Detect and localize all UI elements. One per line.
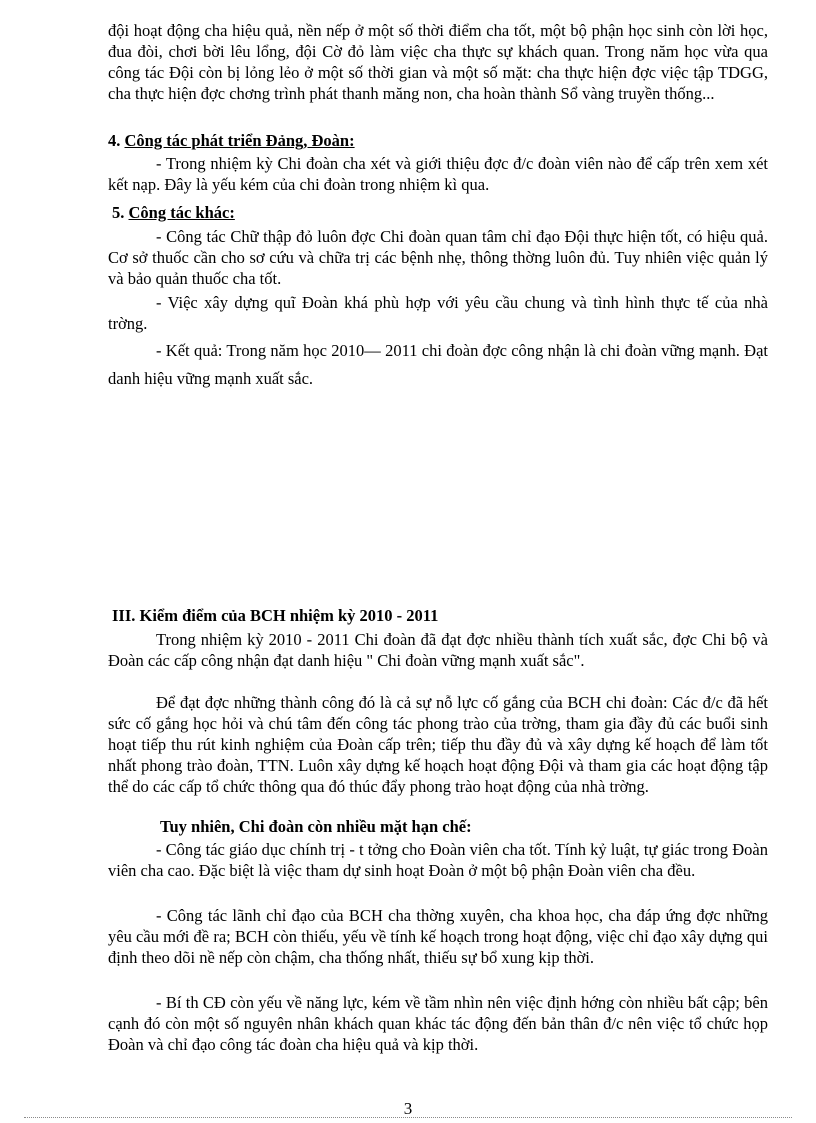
limitation-item-2: - Công tác lãnh chỉ đạo của BCH cha thờng xuyên, cha khoa học, cha đáp ứng đợc những yêu cầu mới đề ra; BCH còn thiếu, yếu về tính kế hoạch trong hoạt động, việc chỉ đạo xây dựng qui định theo dõi nề nếp còn chậm, cha thống nhất, thiếu sự bổ xung kịp thời. [108,906,768,967]
section-5-number: 5. [112,203,129,222]
limitation-item-3: - Bí th CĐ còn yếu về năng lực, kém về tầm nhìn nên việc định hớng còn nhiều bất cập; bên cạnh đó còn một số nguyên nhân khách quan khác tác động đến bản thân đ/c nên việc tổ chức họp Đoàn và chỉ đạo công tác đoàn cha hiệu quả và kịp thời. [108,993,768,1054]
limitation-item-1: - Công tác giáo dục chính trị - t tởng cho Đoàn viên cha tốt. Tính kỷ luật, tự giác trong Đoàn viên cha cao. Đặc biệt là việc tham dự sinh hoạt Đoàn ở một bộ phận Đoàn viên cha đều. [108,840,768,880]
page-number: 3 [403,1099,413,1118]
section-5-result-paragraph: - Kết quả: Trong năm học 2010— 2011 chi đoàn đợc công nhận là chi đoàn vững mạnh. Đạt danh hiệu vững mạnh xuất sắc. [108,341,768,388]
section-5-paragraph-2: - Việc xây dựng quĩ Đoàn khá phù hợp với yêu cầu chung và tình hình thực tế của nhà trờng. [108,293,768,333]
section-4-title: Công tác phát triển Đảng, Đoàn: [124,131,355,150]
section-5-title: Công tác khác: [128,203,235,222]
section-3-heading: III. Kiểm điểm của BCH nhiệm kỳ 2010 - 2011 [112,606,439,625]
section-4-number: 4. [108,131,125,150]
limitations-heading: Tuy nhiên, Chi đoàn còn nhiều mặt hạn chế: [160,817,472,836]
section-5-paragraph-1: - Công tác Chữ thập đỏ luôn đợc Chi đoàn quan tâm chỉ đạo Đội thực hiện tốt, có hiệu quả. Cơ sở thuốc cần cho sơ cứu và chữa trị các bệnh nhẹ, thông thờng luôn đủ. Tuy nhiên việc quản lý và bảo quản thuốc cha tốt. [108,227,768,288]
section-5-heading [112,202,235,223]
section-4-paragraph: - Trong nhiệm kỳ Chi đoàn cha xét và giới thiệu đợc đ/c đoàn viên nào để cấp trên xem xét kết nạp. Đây là yếu kém của chi đoàn trong nhiệm kì qua. [108,154,768,194]
footer-divider [24,1117,792,1118]
section-3-paragraph-2: Để đạt đợc những thành công đó là cả sự nỗ lực cố gắng của BCH chi đoàn: Các đ/c đã hết sức cố gắng học hỏi và chú tâm đến công tác phong trào của trờng, tham gia đầy đủ các buổi sinh hoạt tiếp thu rút kinh nghiệm của Đoàn cấp trên; tiếp thu đầy đủ và xây dựng kế hoạch để làm tốt nhất phong trào đoàn, TTN. Luôn xây dựng kế hoạch hoạt động Đội và tham gia các hoạt động tập thể do các cấp tổ chức thông qua đó thúc đẩy phong trào hoạt động của nhà trờng. [108,693,768,796]
section-3-paragraph-1: Trong nhiệm kỳ 2010 - 2011 Chi đoàn đã đạt đợc nhiều thành tích xuất sắc, đợc Chi bộ và Đoàn các cấp công nhận đạt danh hiệu " Chi đoàn vững mạnh xuất sắc". [108,630,768,670]
section-4-heading [108,130,355,151]
continuation-paragraph: đội hoạt động cha hiệu quả, nền nếp ở một số thời điểm cha tốt, một bộ phận học sinh còn lời học, đua đòi, chơi bời lêu lổng, đội Cờ đỏ làm việc cha thực sự khách quan. Trong năm học vừa qua công tác Đội còn bị lỏng lẻo ở một số thời gian và một số mặt: cha thực hiện đợc việc tập TDGG, cha thực hiện đợc chơng trình phát thanh măng non, cha hoàn thành Sổ vàng truyền thống... [108,21,768,103]
